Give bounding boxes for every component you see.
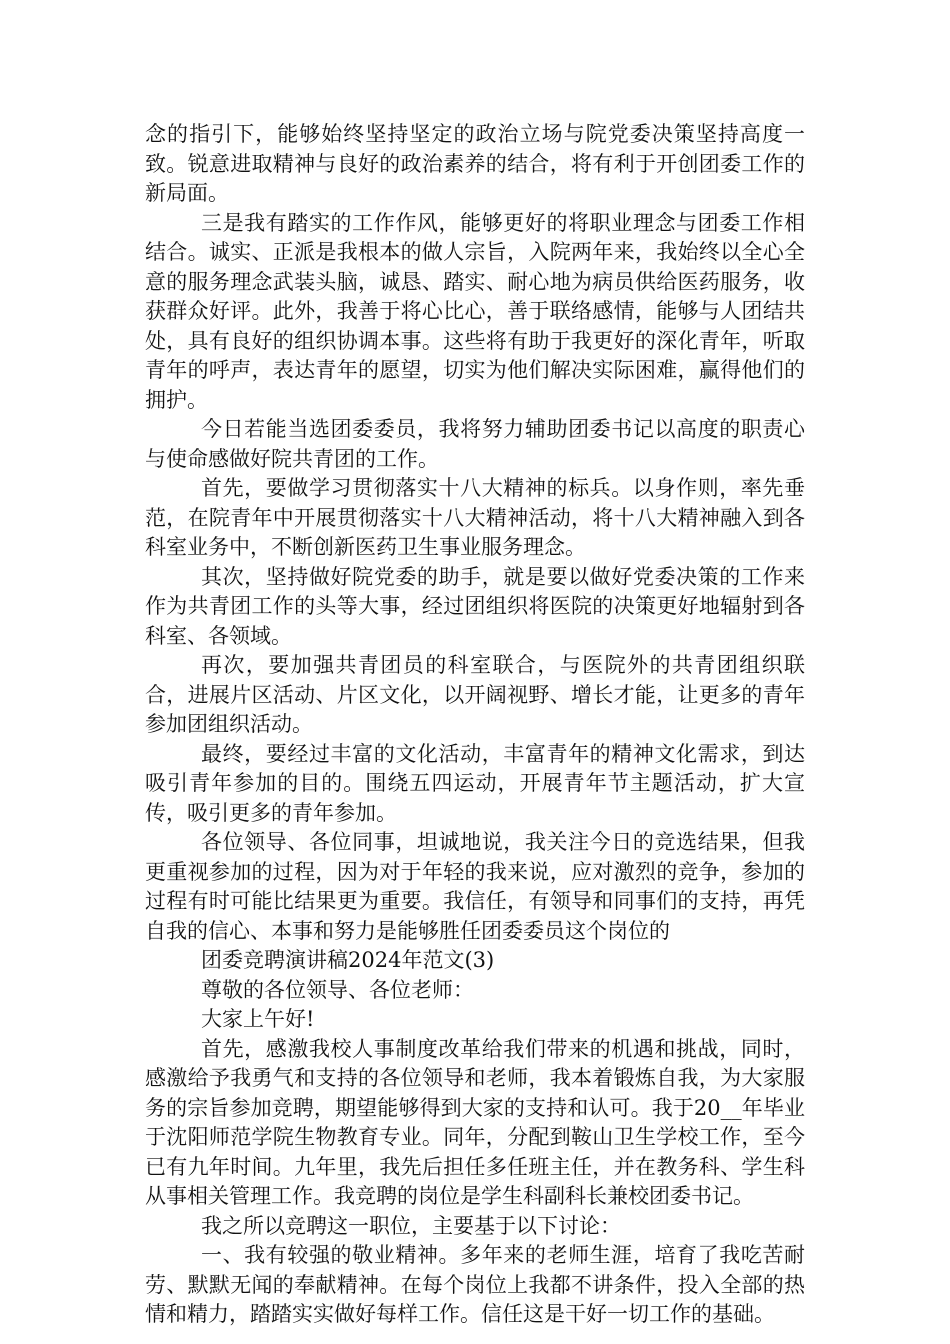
paragraph: 其次，坚持做好院党委的助手，就是要以做好党委决策的工作来作为共青团工作的头等大事，经过团组织将医院的决策更好地辐射到各科室、各领域。 [145, 564, 805, 648]
paragraph: 首先，要做学习贯彻落实十八大精神的标兵。以身作则，率先垂范，在院青年中开展贯彻落实十八大精神活动，将十八大精神融入到各科室业务中，不断创新医药卫生事业服务理念。 [145, 476, 805, 559]
paragraph: 我之所以竞聘这一职位，主要基于以下讨论： [201, 1213, 621, 1238]
paragraph: 首先，感激我校人事制度改革给我们带来的机遇和挑战，同时，感激给予我勇气和支持的各位领导和老师，我本着锻炼自我，为大家服务的宗旨参加竞聘，期望能够得到大家的支持和认可。我于20__年毕业于沈阳师范学院生物教育专业。同年，分配到鞍山卫生学校工作，至今已有九年时间。九年里，我先后担任多任班主任，并在教务科、学生科从事相关管理工作。我竞聘的岗位是学生科副科长兼校团委书记。 [145, 1036, 805, 1208]
paragraph: 最终，要经过丰富的文化活动，丰富青年的精神文化需求，到达吸引青年参加的目的。围绕五四运动，开展青年节主题活动，扩大宣传，吸引更多的青年参加。 [145, 741, 805, 825]
paragraph: 念的指引下，能够始终坚持坚定的政治立场与院党委决策坚持高度一致。锐意进取精神与良好的政治素养的结合，将有利于开创团委工作的新局面。 [145, 122, 805, 205]
paragraph: 三是我有踏实的工作作风，能够更好的将职业理念与团委工作相结合。诚实、正派是我根本的做人宗旨，入院两年来，我始终以全心全意的服务理念武装头脑，诚恳、踏实、耐心地为病员供给医药服务，收获群众好评。此外，我善于将心比心，善于联络感情，能够与人团结共处，具有良好的组织协调本事。这些将有助于我更好的深化青年，听取青年的呼声，表达青年的愿望，切实为他们解决实际困难，赢得他们的拥护。 [145, 210, 805, 412]
paragraph: 一、我有较强的敬业精神。多年来的老师生涯，培育了我吃苦耐劳、默默无闻的奉献精神。在每个岗位上我都不讲条件，投入全部的热情和精力，踏踏实实做好每样工作。信任这是干好一切工作的基础。 [145, 1243, 805, 1326]
document-body [145, 120, 805, 1330]
section-title: 团委竞聘演讲稿2024年范文(3) [201, 948, 495, 972]
salutation: 尊敬的各位领导、各位老师： [201, 977, 474, 1002]
paragraph: 各位领导、各位同事，坦诚地说，我关注今日的竞选结果，但我更重视参加的过程，因为对于年轻的我来说，应对激烈的竞争，参加的过程有时可能比结果更为重要。我信任，有领导和同事们的支持，再凭自我的信心、本事和努力是能够胜任团委委员这个岗位的 [145, 830, 805, 943]
paragraph: 再次，要加强共青团员的科室联合，与医院外的共青团组织联合，进展片区活动、片区文化，以开阔视野、增长才能，让更多的青年参加团组织活动。 [145, 653, 805, 736]
greeting: 大家上午好! [201, 1007, 315, 1031]
paragraph: 今日若能当选团委委员，我将努力辅助团委书记以高度的职责心与使命感做好院共青团的工作。 [145, 417, 805, 471]
